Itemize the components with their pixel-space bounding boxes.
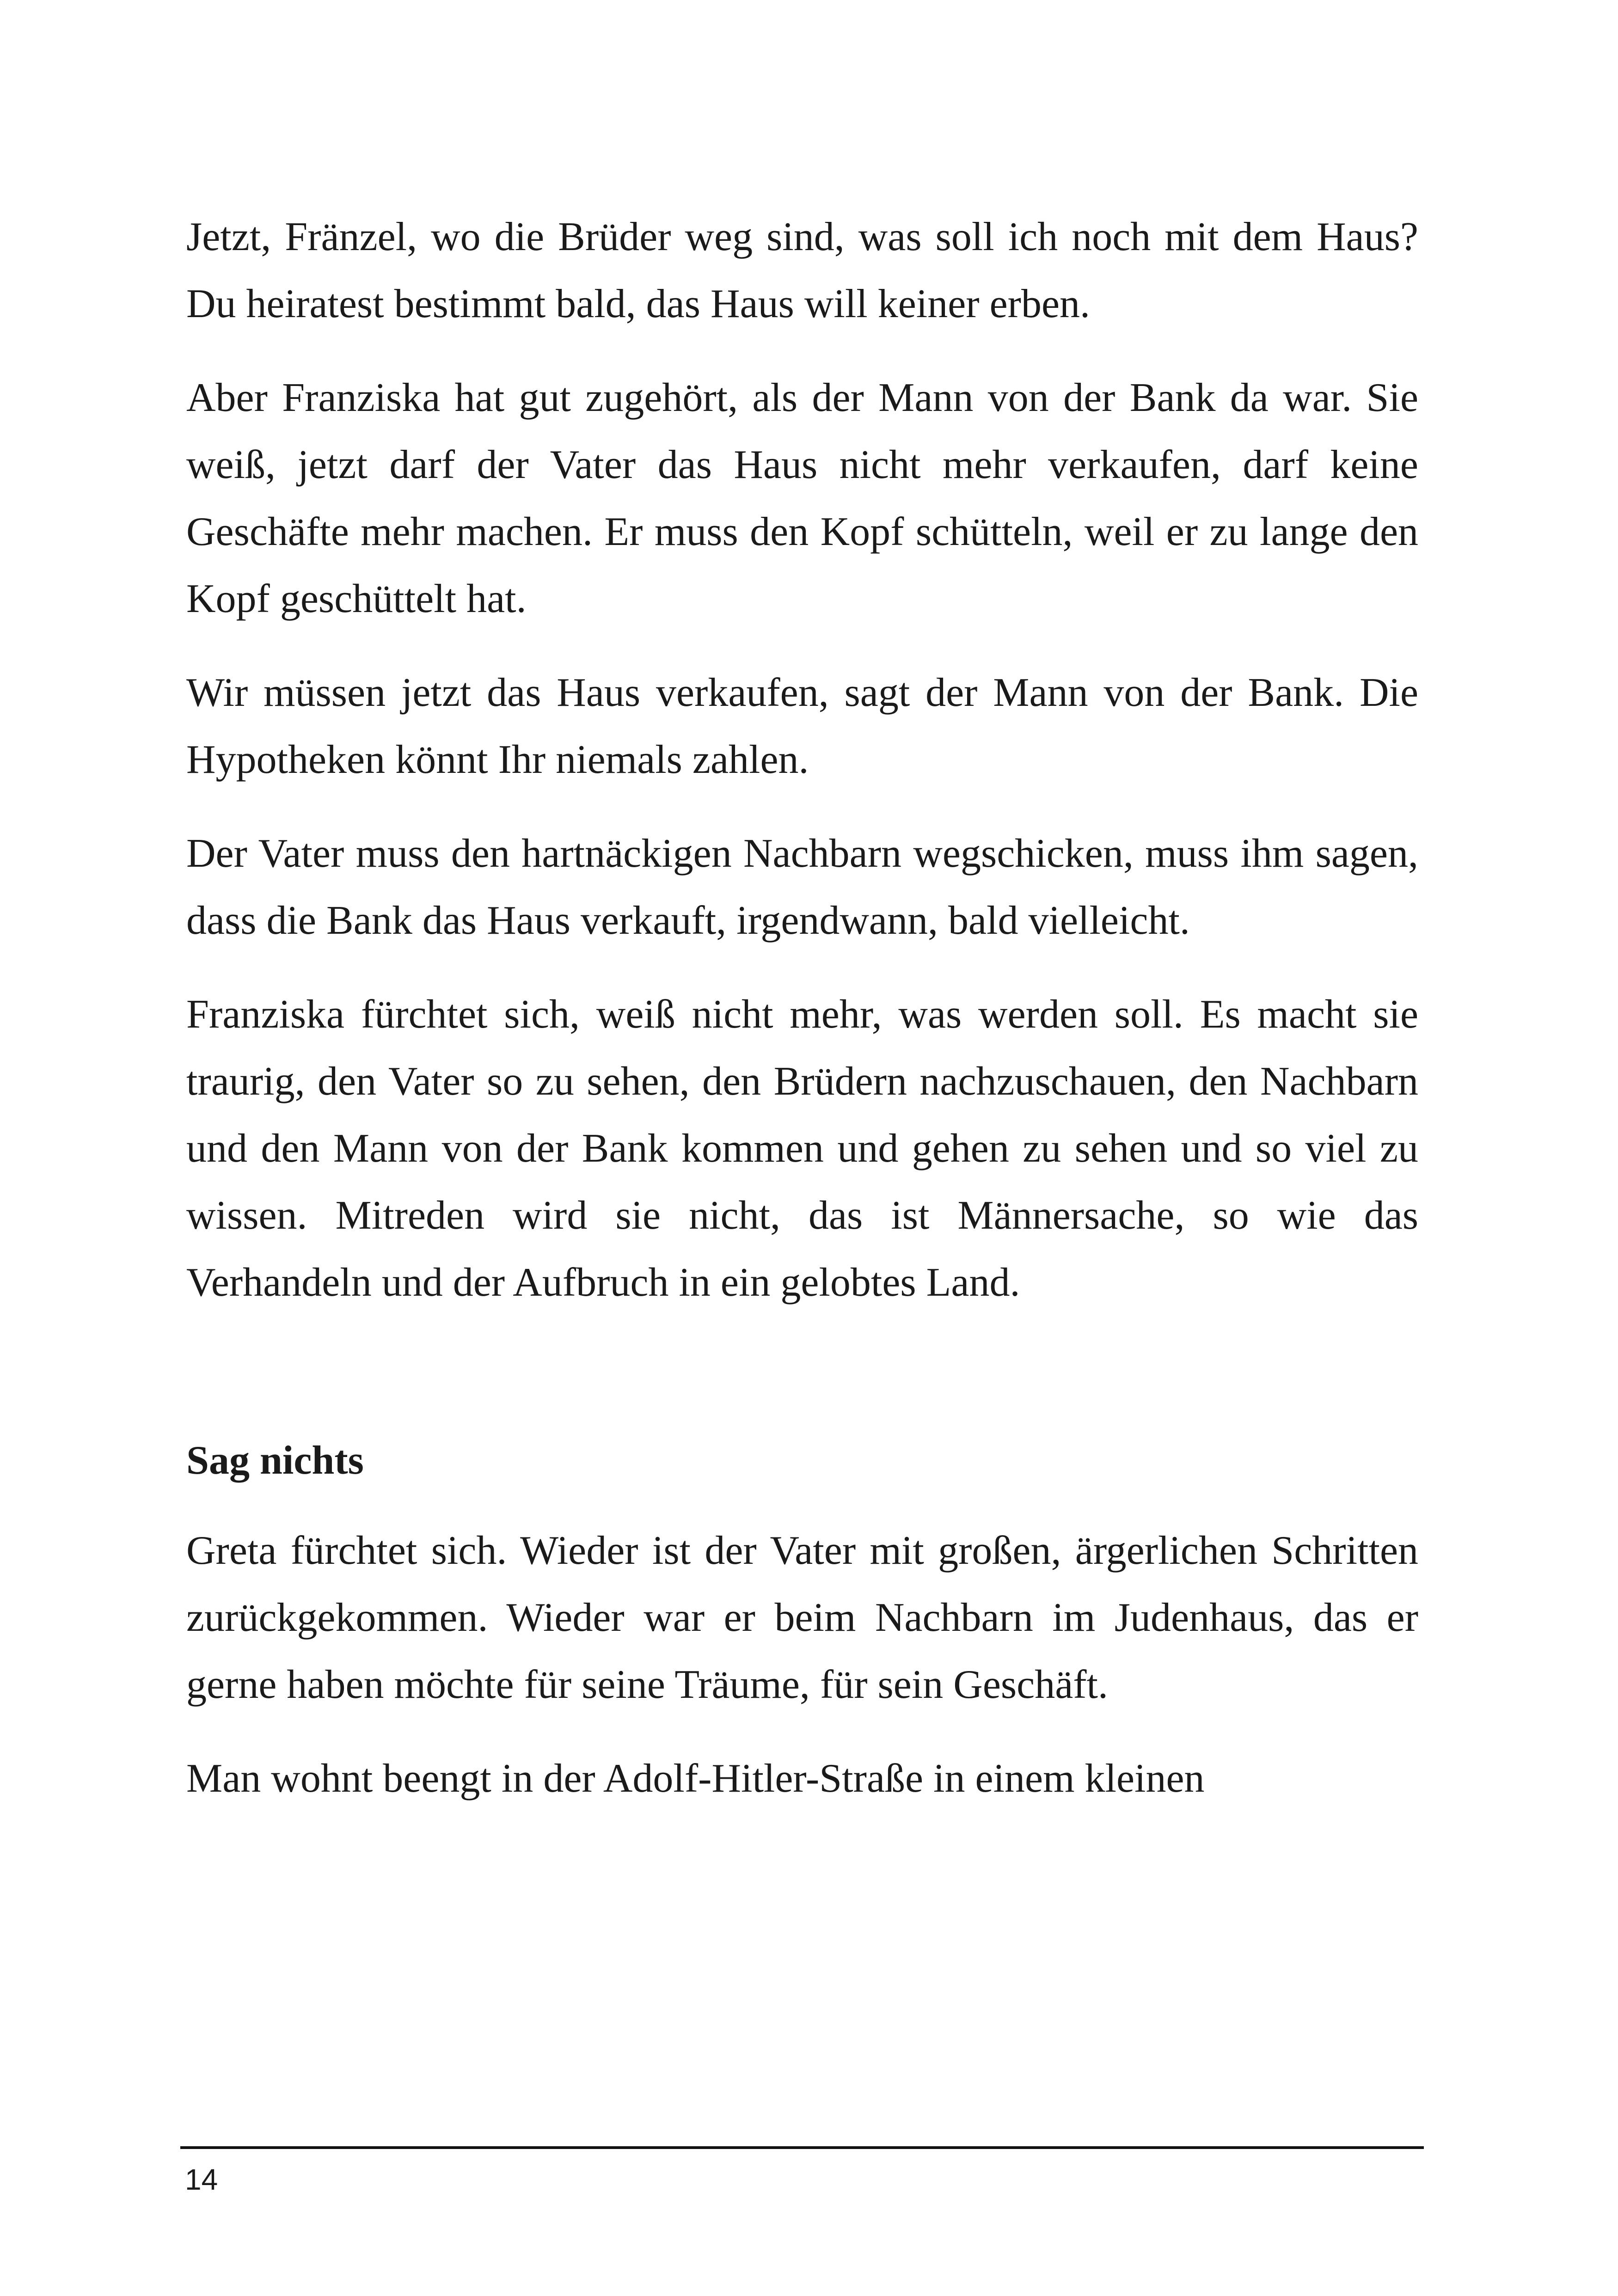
paragraph: Wir müssen jetzt das Haus verkaufen, sagt der Mann von der Bank. Die Hypotheken könnt Ihr niemals zahlen. <box>186 670 1418 782</box>
page-number: 14 <box>185 2163 218 2196</box>
paragraph: Man wohnt beengt in der Adolf-Hitler-Straße in einem kleinen <box>186 1756 1205 1801</box>
body-text <box>186 203 1418 1839</box>
paragraph: Franziska fürchtet sich, weiß nicht mehr, was werden soll. Es macht sie traurig, den Vater so zu sehen, den Brüdern nachzuschauen, den Nachbarn und den Mann von der Bank kommen und gehen zu sehen und so viel zu wissen. Mitreden wird sie nicht, das ist Männersache, so wie das Verhandeln und der Aufbruch in ein gelobtes Land. <box>186 992 1418 1305</box>
footer-rule <box>180 2146 1424 2149</box>
section-heading: Sag nichts <box>186 1438 364 1483</box>
paragraph: Der Vater muss den hartnäckigen Nachbarn wegschicken, muss ihm sagen, dass die Bank das Haus verkauft, irgendwann, bald vielleicht. <box>186 831 1418 943</box>
paragraph: Greta fürchtet sich. Wieder ist der Vater mit großen, ärgerlichen Schritten zurückgekommen. Wieder war er beim Nachbarn im Judenhaus, das er gerne haben möchte für seine Träume, für sein Geschäft. <box>186 1528 1418 1707</box>
paragraph: Jetzt, Fränzel, wo die Brüder weg sind, was soll ich noch mit dem Haus? Du heiratest bestimmt bald, das Haus will keiner erben. <box>186 214 1418 326</box>
paragraph: Aber Franziska hat gut zugehört, als der Mann von der Bank da war. Sie weiß, jetzt darf der Vater das Haus nicht mehr verkaufen, darf keine Geschäfte mehr machen. Er muss den Kopf schütteln, weil er zu lange den Kopf geschüttelt hat. <box>186 375 1418 621</box>
